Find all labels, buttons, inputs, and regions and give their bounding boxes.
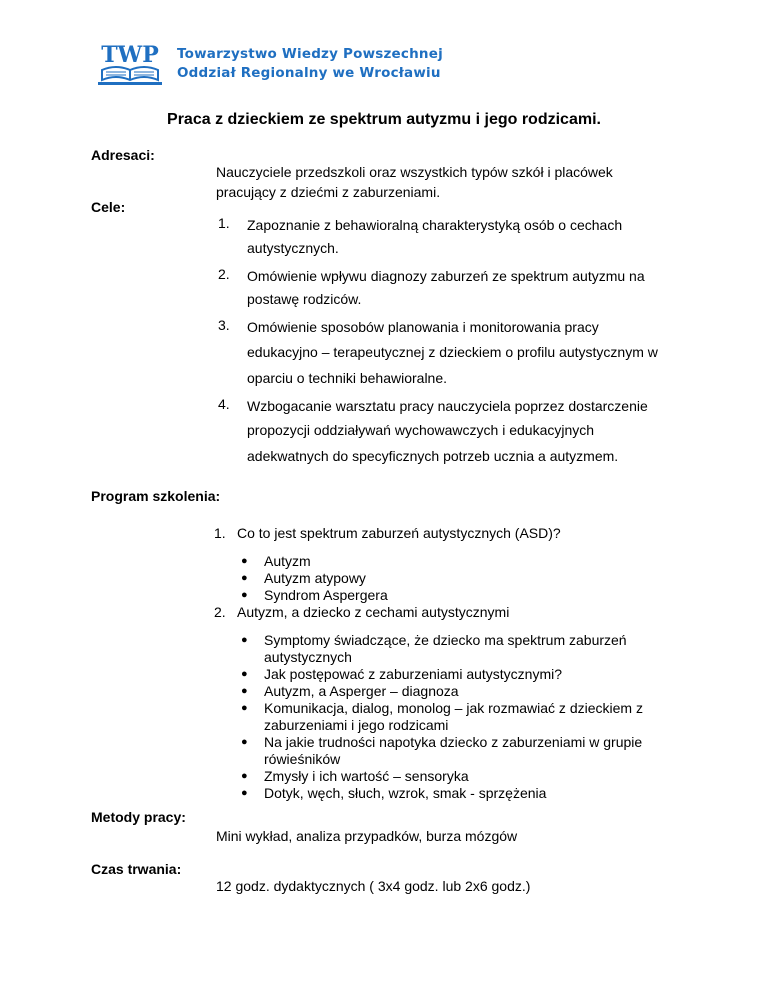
program-section-number: 1. — [214, 525, 226, 541]
czas-text: 12 godz. dydaktycznych ( 3x4 godz. lub 2x6 godz.) — [216, 878, 531, 894]
program-bullet: Komunikacja, dialog, monolog – jak rozmawiać z dzieckiem z zaburzeniami i jego rodzicami — [264, 700, 643, 733]
adresaci-text: Nauczyciele przedszkoli oraz wszystkich typów szkół i placówek pracujący z dziećmi z zaburzeniami. — [216, 164, 613, 200]
svg-text:TWP: TWP — [101, 42, 159, 68]
program-bullet: Autyzm — [264, 553, 311, 569]
bullet-icon: ● — [241, 572, 248, 584]
document-title: Praca z dzieckiem ze spektrum autyzmu i jego rodzicami. — [167, 111, 601, 128]
program-section-number: 2. — [214, 604, 226, 620]
goal-text-cont: propozycji oddziaływań wychowawczych i edukacyjnych — [247, 422, 595, 438]
goal-number: 4. — [218, 396, 230, 412]
program-bullet: Autyzm atypowy — [264, 570, 366, 586]
bullet-icon: ● — [241, 736, 248, 748]
bullet-icon: ● — [241, 668, 248, 680]
bullet-icon: ● — [241, 634, 248, 646]
goal-text-cont: autystycznych. — [247, 240, 339, 256]
goal-text: Omówienie wpływu diagnozy zaburzeń ze spektrum autyzmu na — [247, 268, 645, 284]
program-bullet: Na jakie trudności napotyka dziecko z zaburzeniami w grupie rówieśników — [264, 734, 643, 767]
program-bullet: Jak postępować z zaburzeniami autystycznymi? — [264, 666, 563, 682]
metody-label: Metody pracy: — [91, 809, 186, 825]
cele-label: Cele: — [91, 199, 126, 215]
goal-text: Zapoznanie z behawioralną charakterystyką osób o cechach — [247, 217, 623, 233]
adresaci-label: Adresaci: — [91, 147, 155, 163]
goal-number: 3. — [218, 317, 230, 333]
bullet-icon: ● — [241, 770, 248, 782]
goal-number: 1. — [218, 215, 230, 231]
program-label: Program szkolenia: — [91, 488, 221, 504]
org-line-1: Towarzystwo Wiedzy Powszechnej — [177, 46, 443, 62]
metody-text: Mini wykład, analiza przypadków, burza mózgów — [216, 828, 518, 844]
bullet-icon: ● — [241, 589, 248, 601]
twp-logo-icon — [94, 40, 166, 88]
goal-text-cont: postawę rodziców. — [247, 291, 362, 307]
bullet-icon: ● — [241, 787, 248, 799]
goal-text: Omówienie sposobów planowania i monitorowania pracy — [247, 319, 599, 335]
goal-number: 2. — [218, 266, 230, 282]
program-section-title: Autyzm, a dziecko z cechami autystycznymi — [237, 604, 510, 620]
goal-text-cont: edukacyjno – terapeutycznej z dzieckiem o profilu autystycznym w — [247, 344, 658, 360]
bullet-icon: ● — [241, 685, 248, 697]
twp-logo — [94, 40, 166, 88]
program-bullet: Symptomy świadczące, że dziecko ma spektrum zaburzeń autystycznych — [264, 632, 627, 665]
bullet-icon: ● — [241, 702, 248, 714]
program-bullet: Zmysły i ich wartość – sensoryka — [264, 768, 469, 784]
program-bullet: Dotyk, węch, słuch, wzrok, smak - sprzężenia — [264, 785, 547, 801]
program-section-title: Co to jest spektrum zaburzeń autystycznych (ASD)? — [237, 525, 561, 541]
program-bullet: Autyzm, a Asperger – diagnoza — [264, 683, 459, 699]
org-line-2: Oddział Regionalny we Wrocławiu — [177, 65, 441, 81]
bullet-icon: ● — [241, 555, 248, 567]
program-bullet: Syndrom Aspergera — [264, 587, 388, 603]
goal-text-cont: adekwatnych do specyficznych potrzeb ucznia a autyzmem. — [247, 448, 619, 464]
organization-name — [177, 45, 443, 83]
goal-text: Wzbogacanie warsztatu pracy nauczyciela poprzez dostarczenie — [247, 398, 648, 414]
czas-label: Czas trwania: — [91, 861, 182, 877]
goal-text-cont: oparciu o techniki behawioralne. — [247, 370, 448, 386]
